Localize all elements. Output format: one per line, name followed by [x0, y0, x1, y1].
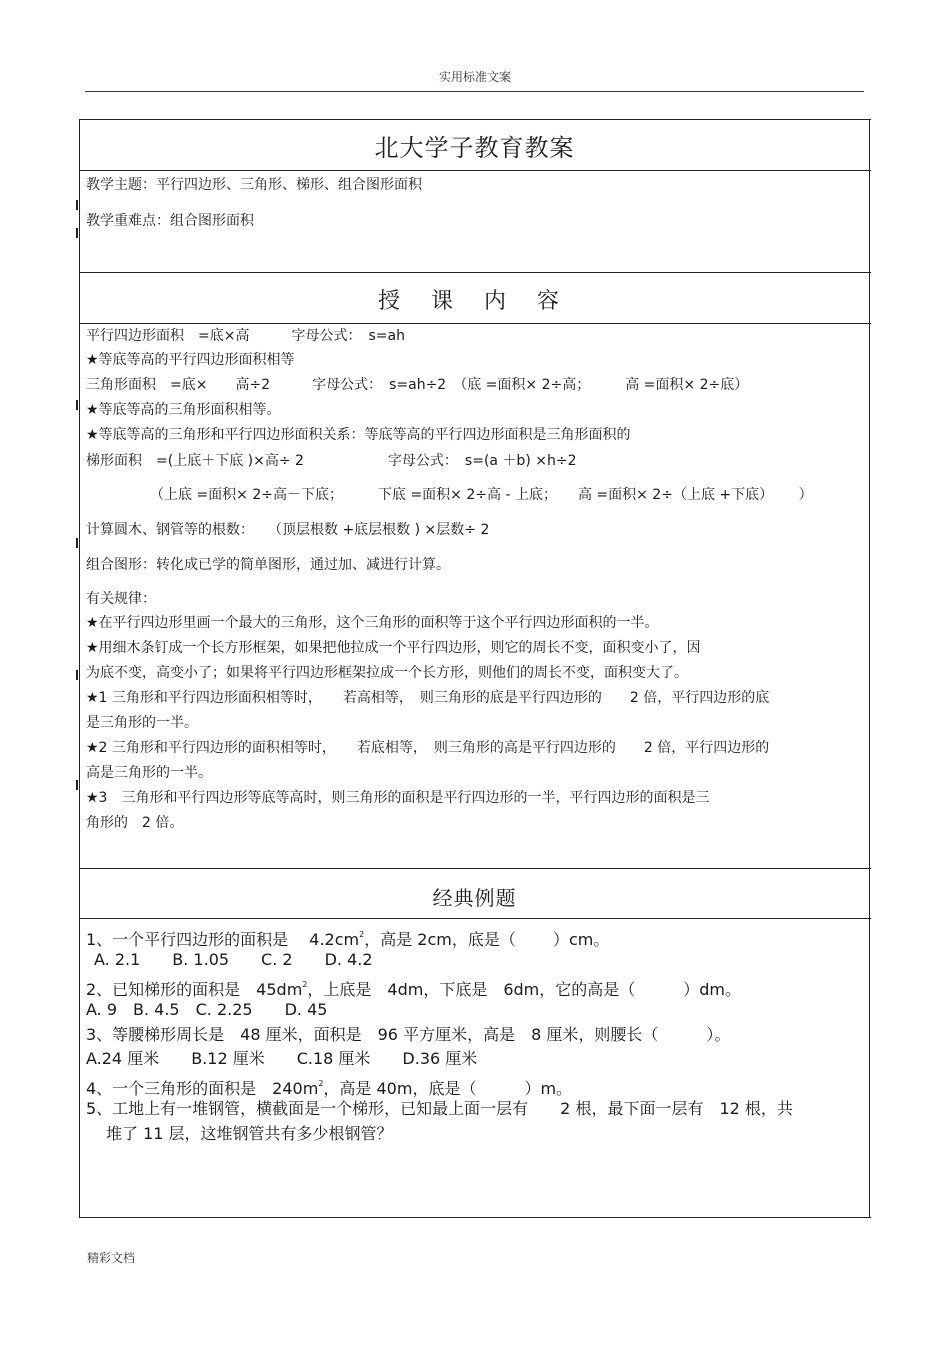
- content-line: ★在平行四边形里画一个最大的三角形，这个三角形的面积等于这个平行四边形面积的一半。: [86, 615, 659, 631]
- table-divider: [79, 323, 871, 324]
- question-2: 2、已知梯形的面积是 $45dm^2$，上底是 4dm，下底是 6dm，它的高是（ ）dm。: [86, 980, 741, 999]
- document-title: 北大学子教育教案: [374, 134, 575, 162]
- content-line: 平行四边形面积 =底×高 字母公式： s=ah: [86, 328, 405, 344]
- content-line: 角形的 2 倍。: [86, 815, 184, 831]
- scan-mark: [76, 200, 78, 210]
- content-line: 组合图形：转化成已学的简单图形，通过加、减进行计算。: [86, 557, 450, 573]
- section-title-content: 授 课 内 容: [378, 289, 571, 314]
- content-line: ★2 三角形和平行四边形的面积相等时， 若底相等， 则三角形的高是平行四边形的 2 倍，平行四边形的: [86, 740, 770, 756]
- scan-mark: [76, 538, 78, 548]
- content-line: ★3 三角形和平行四边形等底等高时，则三角形的面积是平行四边形的一半，平行四边形的面积是三: [86, 790, 710, 806]
- content-line: 三角形面积 =底× 高÷2 字母公式： s=ah÷2 （底 =面积× 2÷高； 高 =面积× 2÷底）: [86, 377, 749, 393]
- question-5-continued: 堆了 11 层，这堆钢管共有多少根钢管？: [106, 1124, 393, 1143]
- question-1: 1、一个平行四边形的面积是 $4.2cm^2$，高是 2cm，底是（ ）cm。: [86, 930, 610, 949]
- page-header: 实用标准文案: [438, 70, 511, 84]
- content-line: 是三角形的一半。: [86, 715, 198, 731]
- content-line: （上底 =面积× 2÷高－下底； 下底 =面积× 2÷高 - 上底； 高 =面积× 2÷（上底 +下底） ）: [150, 487, 813, 503]
- scan-mark: [76, 228, 78, 238]
- scan-mark: [76, 400, 78, 410]
- question-3: 3、等腰梯形周长是 48 厘米，面积是 96 平方厘米，高是 8 厘米，则腰长（ ）。: [86, 1025, 731, 1044]
- content-line: 梯形面积 =(上底＋下底 )×高÷ 2 字母公式： s=(a ＋b) ×h÷2: [86, 453, 577, 469]
- teaching-key-points: 教学重难点：组合图形面积: [86, 213, 254, 229]
- header-rule: [85, 91, 864, 92]
- table-divider: [79, 918, 871, 919]
- scan-mark: [76, 670, 78, 680]
- question-1-options: A. 2.1 B. 1.05 C. 2 D. 4.2: [94, 950, 373, 969]
- teaching-topic: 教学主题：平行四边形、三角形、梯形、组合图形面积: [86, 177, 422, 193]
- question-2-options: A. 9 B. 4.5 C. 2.25 D. 45: [86, 1000, 328, 1019]
- content-line: 计算圆木、钢管等的根数： （顶层根数 +底层根数 ) ×层数÷ 2: [86, 522, 490, 538]
- content-line: ★等底等高的平行四边形面积相等: [86, 352, 295, 368]
- page-footer: 精彩文档: [87, 1251, 136, 1265]
- table-border-bottom: [79, 1217, 871, 1218]
- table-border-top: [79, 119, 871, 120]
- table-divider: [79, 170, 871, 171]
- question-3-options: A.24 厘米 B.12 厘米 C.18 厘米 D.36 厘米: [86, 1049, 478, 1068]
- table-divider: [79, 868, 871, 869]
- question-5: 5、工地上有一堆钢管，横截面是一个梯形，已知最上面一层有 2 根，最下面一层有 12 根，共: [86, 1099, 793, 1118]
- content-line: 为底不变，高变小了；如果将平行四边形框架拉成一个长方形，则他们的周长不变，面积变大了。: [86, 665, 688, 681]
- content-line: ★1 三角形和平行四边形面积相等时， 若高相等， 则三角形的底是平行四边形的 2 倍，平行四边形的底: [86, 690, 770, 706]
- table-divider: [79, 272, 871, 273]
- scan-mark: [76, 780, 78, 790]
- content-line: 有关规律：: [86, 591, 156, 607]
- section-title-examples: 经典例题: [432, 886, 517, 910]
- content-line: ★等底等高的三角形和平行四边形面积关系：等底等高的平行四边形面积是三角形面积的: [86, 427, 631, 443]
- content-line: ★用细木条钉成一个长方形框架，如果把他拉成一个平行四边形，则它的周长不变，面积变小了，因: [86, 640, 701, 656]
- question-4: 4、一个三角形的面积是 $240m^2$，高是 40m，底是（ ）m。: [86, 1079, 573, 1098]
- content-line: 高是三角形的一半。: [86, 765, 212, 781]
- content-line: ★等底等高的三角形面积相等。: [86, 402, 281, 418]
